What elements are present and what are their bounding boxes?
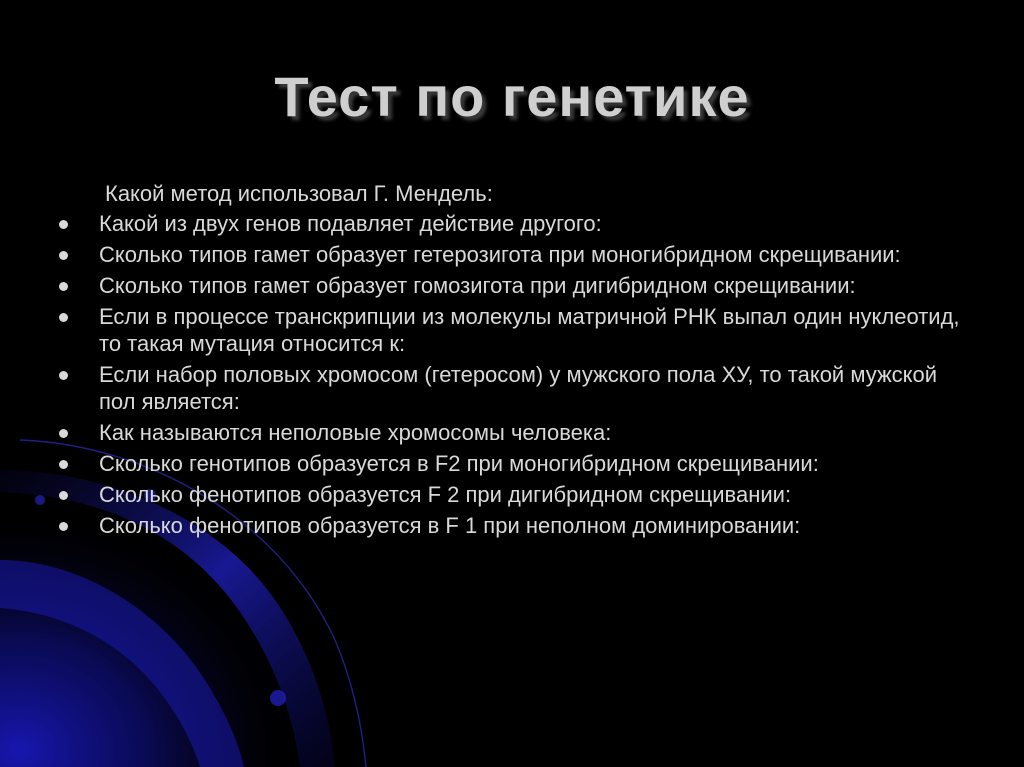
slide-title: Тест по генетике [274, 65, 750, 128]
question-item [58, 450, 978, 477]
bullet-icon [59, 522, 68, 531]
question-item [58, 419, 978, 446]
question-item [58, 512, 978, 539]
question-item [58, 361, 978, 415]
question-text: Если набор половых хромосом (гетеросом) у мужского пола ХУ, то такой мужской пол является: [99, 362, 938, 414]
question-text: Сколько типов гамет образует гетерозигота при моногибридном скрещивании: [99, 242, 901, 267]
question-text: Сколько фенотипов образуется в F 1 при неполном доминировании: [99, 513, 801, 538]
question-text: Сколько фенотипов образуется F 2 при дигибридном скрещивании: [99, 482, 792, 507]
bullet-icon [59, 251, 68, 260]
bullet-icon [59, 429, 68, 438]
question-text: Если в процессе транскрипции из молекулы матричной РНК выпал один нуклеотид, то такая мутация относится к: [99, 304, 960, 356]
bullet-icon [59, 282, 68, 291]
question-text: Сколько типов гамет образует гомозигота при дигибридном скрещивании: [99, 273, 856, 298]
bullet-icon [59, 220, 68, 229]
question-list-container [58, 180, 978, 543]
bullet-icon [59, 371, 68, 380]
question-text: Сколько генотипов образуется в F2 при моногибридном скрещивании: [99, 451, 819, 476]
bullet-icon [59, 313, 68, 322]
question-list [58, 210, 978, 539]
bullet-icon [59, 460, 68, 469]
question-item [58, 241, 978, 268]
question-item [58, 210, 978, 237]
question-item [58, 272, 978, 299]
intro-question: Какой метод использовал Г. Мендель: [105, 181, 493, 206]
question-item [58, 303, 978, 357]
question-text: Как называются неполовые хромосомы человека: [99, 420, 612, 445]
question-item [58, 481, 978, 508]
bullet-icon [59, 491, 68, 500]
question-text: Какой из двух генов подавляет действие другого: [99, 211, 602, 236]
